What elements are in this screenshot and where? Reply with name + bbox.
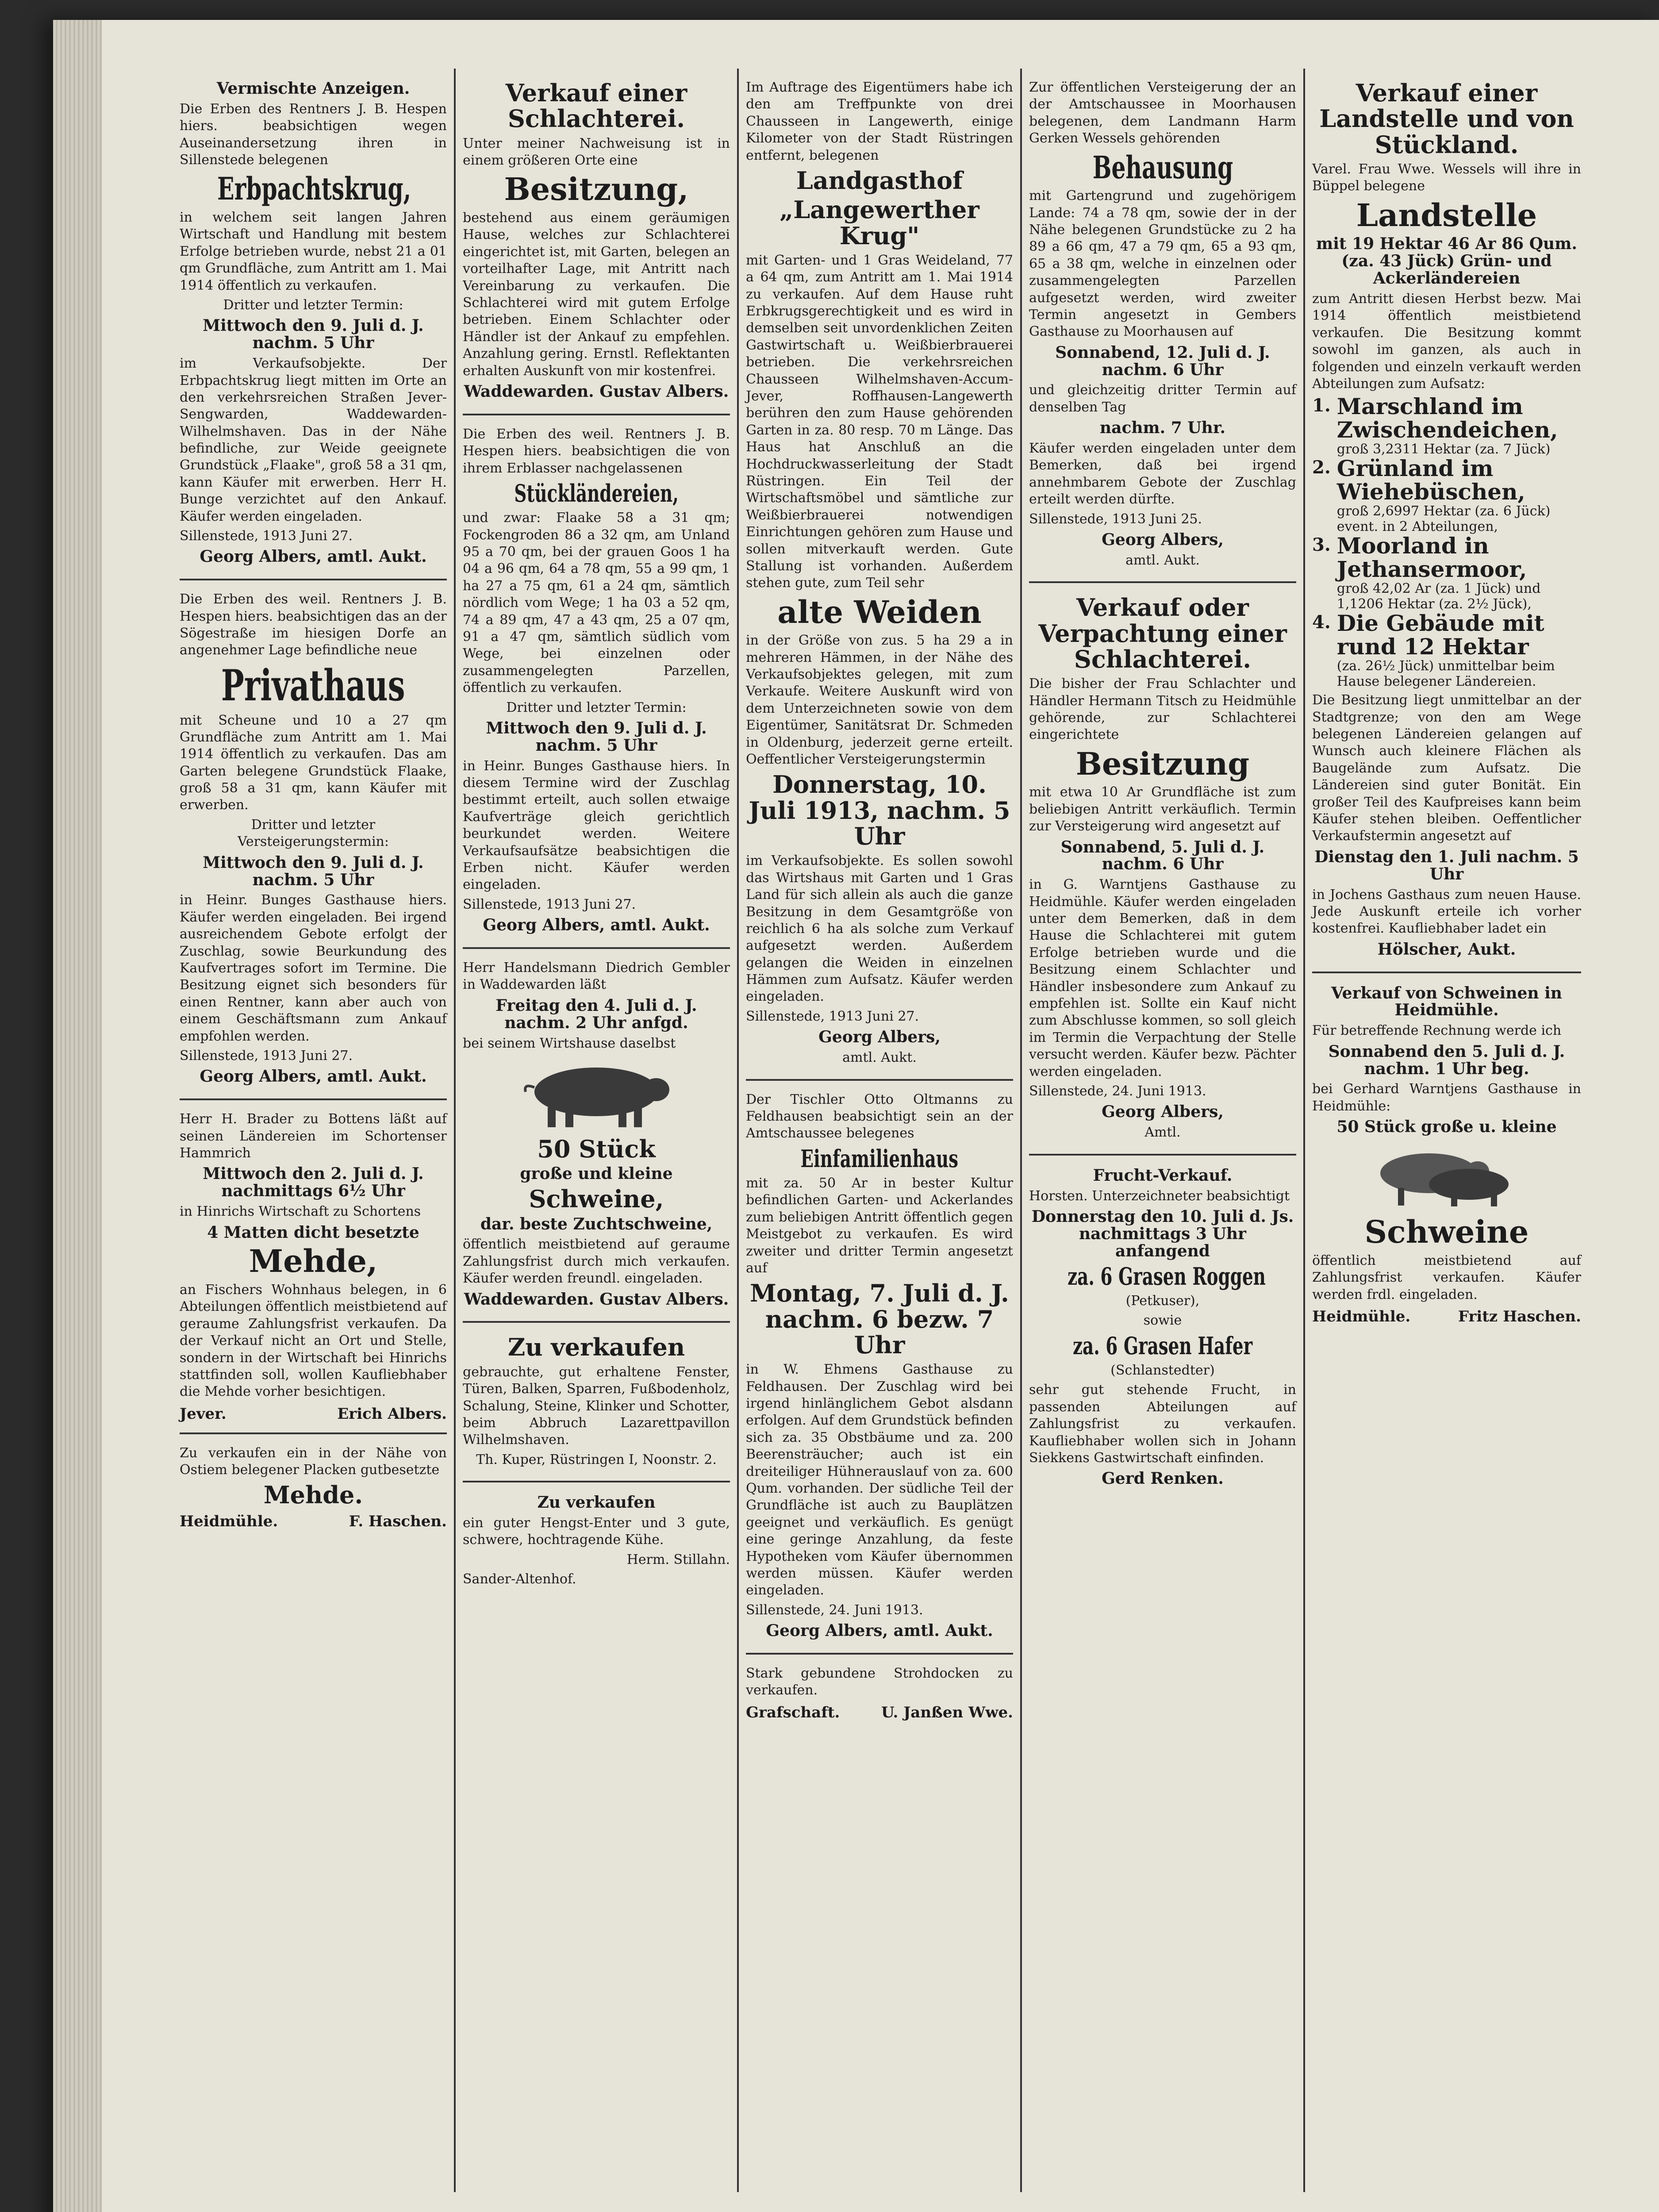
ad-date: Mittwoch den 2. Juli d. J. nachmittags 6½ Uhr [203,1164,424,1201]
ad-body-2: im Verkaufsobjekte. Der Erbpachtskrug liegt mitten im Orte an den verkehrsreichen Straßen Jever-Sengwarden, Waddewarden-Wilhelmshaven. Das in der Nähe befindliche, zur Weide geeignete Grundstück „Flaake", groß 58 a 31 qm, kann Käufer mit erwerben. Herr H. Bunge verzichtet auf den Ankauf. Käufer werden eingeladen. [180,356,447,524]
ad-body-2: in der Größe von zus. 5 ha 29 a in mehreren Hämmen, in der Nähe des Verkaufsobjektes gelegen, mit zum Verkaufe. Weitere Auskunft wird von dem Unterzeichneten sowie von dem Eigentümer, Sanitätsrat Dr. Schmeden in Oldenburg, jederzeit gerne erteilt. Oeffentlicher Versteigerungstermin [746,633,1013,768]
ad-headline: Mehde, [249,1243,378,1280]
ad-place-date: Sillenstede, 24. Juni 1913. [1029,1083,1206,1099]
section-title: Vermischte Anzeigen. [216,79,410,98]
ad-body: mit Garten- und 1 Gras Weideland, 77 a 64 qm, zum Antritt am 1. Mai 1914 zu verkaufen. Auf dem Hause ruht Erbkrugsgerechtigkeit und es wird in demselben seit unvordenklichen Zeiten Gastwirtschaft u. Weißbierbrauerei betrieben. Die verkehrsreichen Chausseen Wilhelmshaven-Accum-Jever, Roffhausen-Langewerth berühren den zum Hause gehörenden Garten in za. 80 resp. 70 m Länge. Das Haus hat Anschluß an die Hochdruckwasserleitung der Stadt Rüstringen. Ein Teil der Wirtschaftsmöbel und sämtliche zur Weißbierbrauerei notwendigen Einrichtungen gehören zum Hause und sollen mitverkauft werden. Gute Stallung ist vorhanden. Außerdem stehen gute, zum Teil sehr [746,252,1013,591]
ad-headline: alte Weiden [777,593,982,630]
ad-headline: Besitzung [1075,745,1250,782]
ad-intro: Die Erben des weil. Rentners J. B. Hespen hiers. beabsichtigen das an der Sögestraße im hiesigen Dorfe an angenehmer Lage befindliche neue [180,591,447,658]
ad-headline: Zu verkaufen [507,1333,685,1362]
ad-intro: Horsten. Unterzeichneter beabsichtigt [1029,1188,1290,1204]
list-item: 3. Moorland in Jethansermoor, groß 42,02 Ar (za. 1 Jück) und 1,1206 Hektar (za. 2½ Jück), [1312,533,1541,612]
ad-signature: Georg Albers, amtl. Aukt. [766,1621,993,1640]
list-item: 4. Die Gebäude mit rund 12 Hektar (za. 26½ Jück) unmittelbar beim Hause belegener Ländereien. [1312,610,1555,690]
ad-signature: Th. Kuper, Rüstringen I, Noonstr. 2. [476,1452,717,1467]
ad-body: bei seinem Wirtshause daselbst [463,1035,676,1051]
ad-signature-2: amtl. Aukt. [1125,552,1200,568]
ad-signature: Georg Albers, [818,1028,941,1047]
ad-body: in Hinrichs Wirtschaft zu Schortens [180,1204,421,1220]
ad-signature: Gerd Renken. [1102,1469,1224,1488]
ad-term-label: Dritter und letzter Termin: [506,699,687,715]
ad-headline-small: 4 Matten dicht besetzte [207,1223,419,1242]
ad-headline-c: Schweine, [529,1185,664,1214]
ad-body: sehr gut stehende Frucht, in passenden Abteilungen auf Zahlungsfrist zu verkaufen. Kaufliebhaber wollen sich in Johann Siekkens Gastwirtschaft einfinden. [1029,1382,1296,1466]
ad-place-date: Sillenstede, 1913 Juni 27. [746,1008,919,1024]
ad-date: Freitag den 4. Juli d. J. nachm. 2 Uhr anfgd. [495,996,697,1032]
ad-frucht-verkauf [1029,1156,1296,1501]
ad-place-date: Sillenstede, 1913 Juni 27. [180,1048,353,1064]
ad-body-2: an Fischers Wohnhaus belegen, in 6 Abteilungen öffentlich meistbietend auf geraume Zahlungsfrist verkaufen. Da der Verkauf nicht an Ort und Stelle, sondern in der Wirtschaft bei Hinrichs stattfinden soll, wollen Kaufliebhaber die Mehde vorher besichtigen. [180,1282,447,1400]
ad-place-date: Sillenstede, 1913 Juni 27. [180,528,353,544]
ad-headline-b: große und kleine [520,1164,673,1183]
ad-body: mit etwa 10 Ar Grundfläche ist zum beliebigen Antritt verkäuflich. Termin zur Versteigerung wird angesetzt auf [1029,784,1296,834]
ad-zu-verkaufen-1 [463,1323,730,1482]
ad-term-label: Dritter und letzter Termin: [223,297,403,313]
ad-headline: Stückländereien, [514,479,679,507]
ad-intro: Die Erben des weil. Rentners J. B. Hespen hiers. beabsichtigen die von ihrem Erblasser nachgelassenen [463,426,730,476]
page-edge [53,20,102,2212]
ad-date: Donnerstag, 10. Juli 1913, nachm. 5 Uhr [749,770,1010,851]
ad-headline: Frucht-Verkauf. [1093,1166,1233,1185]
ad-headline-a: 50 Stück große u. kleine [1336,1118,1557,1137]
ad-body-2: in G. Warntjens Gasthause zu Heidmühle. Käufer werden eingeladen unter dem Bemerken, daß in dem Hause die Schlachterei mit gutem Erfolge betrieben wurde und die Besitzung einem Schlachter und Händler insbesondere zum Ankauf zu empfehlen ist. Sollte ein Kauf nicht zum Abschlusse kommen, so soll gleich im Termin die Verpachtung der Stelle versucht werden. Käufer bezw. Pächter werden eingeladen. [1029,877,1296,1079]
ad-intro: Varel. Frau Wwe. Wessels will ihre in Büppel belegene [1312,161,1581,194]
ad-headline-top: Verkauf einer Landstelle und von Stückland. [1319,79,1574,159]
ad-intro: Herr Handelsmann Diedrich Gembler in Waddewarden läßt [463,960,730,993]
ad-place-date: Sillenstede, 1913 Juni 25. [1029,511,1202,527]
ad-headline: Landstelle [1356,196,1537,234]
ad-body: gebrauchte, gut erhaltene Fenster, Türen, Balken, Sparren, Fußbodenholz, Schalung, Steine, Klinker und Schotter, beim Abbruch Lazarettpavillon Wilhelmshaven. [463,1364,730,1448]
ad-intro: Für betreffende Rechnung werde ich [1312,1023,1562,1039]
ad-signature: Herm. Stillahn. [626,1551,730,1567]
column-1 [173,69,456,2192]
ad-body: mit za. 50 Ar in bester Kultur befindlichen Garten- und Ackerlandes zum beliebigen Antritt öffentlich gegen Meistgebot zu verkaufen. Es wird zweiter und dritter Termin angesetzt auf [746,1175,1013,1276]
ad-erbpachtskrug [180,69,447,580]
ad-headline-top: Verkauf von Schweinen in Heidmühle. [1331,983,1562,1020]
ad-strohdocken [746,1655,1013,1731]
ad-signature: Waddewarden. Gustav Albers. [464,1290,729,1309]
ad-body-2: in Heinr. Bunges Gasthause hiers. In diesem Termine wird der Zuschlag bestimmt erteilt, auch sollen etwaige Kaufverträge gleich gerichtlich beurkundet werden. Weitere Verkaufsaufsätze beabsichtigen die Erben nicht. Käufer werden eingeladen. [463,758,730,893]
column-3 [739,69,1022,2192]
ad-date: Mittwoch den 9. Juli d. J. nachm. 5 Uhr [203,853,424,889]
ad-date: Donnerstag den 10. Juli d. Js. nachmittags 3 Uhr anfangend [1031,1207,1294,1260]
ad-signature: Georg Albers, [1102,530,1224,549]
ad-body: mit Gartengrund und zugehörigem Lande: 74 a 78 qm, sowie der in der Nähe belegenen Grundstücke zu 2 ha 89 a 66 qm, 47 a 79 qm, 65 a 93 qm, 65 a 38 qm, welche in einzelnen oder zusammengelegten Parzellen aufgesetzt werden, wird zweiter Termin angesetzt in Gembers Gasthause zu Moorhausen auf [1029,188,1296,340]
ad-signature: Georg Albers, amtl. Aukt. [200,1067,427,1086]
ad-signature: Georg Albers, amtl. Aukt. [483,916,710,935]
ad-headline: Schweine [1364,1214,1529,1251]
ad-date: Sonnabend, 5. Juli d. J. nachm. 6 Uhr [1060,837,1265,874]
ad-signature: Jever. Erich Albers. [180,1405,447,1423]
ad-date: Mittwoch den 9. Juli d. J. nachm. 5 Uhr [203,316,424,353]
list-item: 1. Marschland im Zwischendeichen, groß 3,2311 Hektar (za. 7 Jück) [1312,393,1558,457]
ad-body-2: öffentlich meistbietend auf Zahlungsfrist verkaufen. Käufer werden frdl. eingeladen. [1312,1252,1581,1302]
ad-mehde-schortens [180,1100,447,1434]
ad-signature: Heidmühle. F. Haschen. [180,1512,447,1530]
ad-item-list [1312,395,1581,689]
ad-landgasthof [746,69,1013,1081]
ad-intro: Die bisher der Frau Schlachter und Händler Hermann Titsch zu Heidmühle gehörende, zur Schlachterei eingerichtete [1029,676,1296,743]
ad-headline: Zu verkaufen [537,1493,656,1512]
ad-signature: Waddewarden. Gustav Albers. [464,382,729,401]
ad-body-3: Käufer werden eingeladen unter dem Bemerken, daß bei irgend annehmbarem Gebote der Zuschlag erteilt werden dürfte. [1029,441,1296,507]
ad-intro: Der Tischler Otto Oltmanns zu Feldhausen beabsichtigt sein an der Amtschaussee belegenes [746,1091,1013,1141]
ad-intro: Zur öffentlichen Versteigerung der an der Amtschaussee in Moorhausen belegenen, dem Landmann Harm Gerken Wessels gehörenden [1029,80,1296,146]
ad-body-3: im Verkaufsobjekte. Es sollen sowohl das Wirtshaus mit Garten und 1 Gras Land für sich allein als auch die ganze Besitzung in dem Gesamtgröße von reichlich 6 ha als solche zum Verkauf aufgesetzt werden. Außerdem gelangen die Weiden in einzelnen Hämmen zum Aufsatz. Käufer werden eingeladen. [746,853,1013,1005]
ad-body-2: und gleichzeitig dritter Termin auf denselben Tag [1029,382,1296,415]
ad-headline: Besitzung, [504,171,689,208]
ad-place-date: Sillenstede, 1913 Juni 27. [463,896,636,912]
ad-intro: Herr H. Brader zu Bottens läßt auf seinen Ländereien im Schortenser Hammrich [180,1111,447,1161]
ad-body: ein guter Hengst-Enter und 3 gute, schwere, hochtragende Kühe. [463,1515,730,1548]
column-4 [1022,69,1305,2192]
ad-headline: Einfamilienhaus [800,1144,959,1173]
ad-body-2: öffentlich meistbietend auf geraume Zahlungsfrist durch mich verkaufen. Käufer werden freundl. eingeladen. [463,1237,730,1286]
ad-headline-sub: mit 19 Hektar 46 Ar 86 Qum. (za. 43 Jück) Grün- und Ackerländereien [1316,234,1577,288]
ad-headline-d: dar. beste Zuchtschweine, [480,1214,713,1233]
ad-intro: Im Auftrage des Eigentümers habe ich den am Treffpunkte von drei Chausseen in Langewerth, einige Kilometer von der Stadt Rüstringen entfernt, belegenen [746,80,1013,163]
ad-signature: Georg Albers, amtl. Aukt. [200,547,427,566]
ad-term-label: Dritter und letzter Versteigerungstermin: [238,817,389,850]
ad-sub-b: (Schlanstedter) [1110,1362,1215,1378]
ad-signature-2: amtl. Aukt. [842,1050,917,1066]
ad-signature-2: Amtl. [1144,1125,1181,1141]
ad-place-date: Sillenstede, 24. Juni 1913. [746,1602,923,1618]
ad-schweine-waddewarden [463,949,730,1323]
ad-einfamilienhaus [746,1081,1013,1655]
ad-schweine-heidmuehle [1312,973,1581,1335]
ad-mehde-heidmuehle [180,1434,447,1540]
ad-headline-b: „Langewerther Krug" [780,196,979,250]
ad-body: und zwar: Flaake 58 a 31 qm; Fockengroden 86 a 32 qm, am Unland 95 a 70 qm, bei der grauen Goos 1 ha 04 a 96 qm, 64 a 78 qm, 55 a 99 qm, 1 ha 27 a 75 qm, 61 a 24 qm, sämtlich nördlich vom Wege; 1 ha 03 a 52 qm, 74 a 89 qm, 47 a 43 qm, 25 a 07 qm, 91 a 47 qm, sämtlich südlich vom Wege, bei einzelnen oder zusammengelegten Parzellen, öffentlich zu verkaufen. [463,510,730,696]
ad-landstelle [1312,69,1581,973]
ad-sub-a: (Petkuser), [1125,1293,1200,1309]
ad-verpachtung-schlachterei [1029,583,1296,1155]
ad-body-2: in W. Ehmens Gasthause zu Feldhausen. Der Zuschlag wird bei irgend hinlänglichem Gebot alsdann erfolgen. Auf dem Grundstück befinden sich za. 35 Obstbäume und za. 200 Beerensträucher; auch ist ein dreiteiliger Hühnerauslauf von za. 600 Qum. vorhanden. Der südliche Teil der Grundfläche ist auch zu Bauplätzen geeignet und verkäuflich. Es genügt eine geringe Anzahlung, da feste Hypotheken vom Käufer übernommen werden müssen. Käufer werden eingeladen. [746,1362,1013,1598]
ad-intro: Zu verkaufen ein in der Nähe von Ostiem belegener Placken gutbesetzte [180,1445,447,1478]
ad-body: bei Gerhard Warntjens Gasthause in Heidmühle: [1312,1081,1581,1114]
ad-date: Montag, 7. Juli d. J. nachm. 6 bezw. 7 Uhr [750,1279,1009,1359]
ad-headline: Erbpachtskrug, [217,170,411,207]
ad-body: mit Scheune und 10 a 27 qm Grundfläche zum Antritt am 1. Mai 1914 öffentlich zu verkaufen. Das am Garten belegene Grundstück Flaake, groß 58 a 31 qm, kann Käufer mit erwerben. [180,712,447,813]
ad-headline: Privathaus [221,660,405,710]
ad-signature: Heidmühle. Fritz Haschen. [1312,1307,1581,1325]
ad-headline-a: Landgasthof [796,166,963,195]
column-2 [456,69,739,2192]
ad-behausung [1029,69,1296,583]
pig-icon [517,1056,676,1132]
ad-body-3: in Jochens Gasthaus zum neuen Hause. Jede Auskunft erteile ich vorher kostenfrei. Kaufliebhaber ladet ein [1312,887,1581,937]
ad-body: zum Antritt diesen Herbst bezw. Mai 1914 öffentlich meistbietend verkaufen. Die Besitzung kommt sowohl im ganzen, als auch in folgenden und einzeln verkauft werden Abteilungen zum Aufsatz: [1312,291,1581,392]
ad-place: Sander-Altenhof. [463,1571,576,1587]
pigs-icon [1363,1140,1531,1211]
ad-stuecklaendereien [463,415,730,949]
ad-headline-a: za. 6 Grasen Roggen [1068,1262,1266,1290]
ad-signature: Grafschaft. U. Janßen Wwe. [746,1703,1013,1721]
ad-date-2: nachm. 7 Uhr. [1099,419,1226,438]
list-item: 2. Grünland im Wiehebüschen, groß 2,6997 Hektar (za. 6 Jück) event. in 2 Abteilungen, [1312,455,1551,535]
ad-date: Dienstag den 1. Juli nachm. 5 Uhr [1314,847,1579,883]
ad-body: Stark gebundene Strohdocken zu verkaufen. [746,1666,1013,1698]
ad-headline: Behausung [1092,149,1233,186]
ad-date: Mittwoch den 9. Juli d. J. nachm. 5 Uhr [486,718,707,755]
ad-headline-b: za. 6 Grasen Hafer [1072,1331,1253,1360]
ad-zu-verkaufen-2 [463,1482,730,1600]
ad-body-2: Die Besitzung liegt unmittelbar an der Stadtgrenze; von den am Wege belegenen Ländereien gelangen auf Wunsch auch kleinere Flächen als Baugelände zum Aufsatz. Die Ländereien sind guter Bonität. Ein großer Teil des Kaufpreises kann beim Käufer stehen bleiben. Oeffentlicher Verkaufstermin angesetzt auf [1312,692,1581,844]
ad-date: Sonnabend den 5. Juli d. J. nachm. 1 Uhr beg. [1328,1042,1565,1078]
ad-headline-top: Verkauf einer Schlachterei. [505,79,687,133]
ad-date: Sonnabend, 12. Juli d. J. nachm. 6 Uhr [1055,343,1270,379]
ad-body: bestehend aus einem geräumigen Hause, welches zur Schlachterei eingerichtet ist, mit Garten, belegen an vorteilhafter Lage, mit Antritt nach Vereinbarung zu verkaufen. Die Schlachterei wird mit gutem Erfolge betrieben. Einem Schlachter oder Händler ist der Ankauf zu empfehlen. Anzahlung gering. Ernstl. Reflektanten erhalten Auskunft von mir kostenfrei. [463,210,730,379]
ad-intro: Die Erben des Rentners J. B. Hespen hiers. beabsichtigen wegen Auseinandersetzung ihren in Sillenstede belegenen [180,101,447,168]
columns [173,69,1659,2192]
ad-headline-a: 50 Stück [537,1135,656,1164]
ad-intro: Unter meiner Nachweisung ist in einem größeren Orte eine [463,135,730,169]
ad-body-2: in Heinr. Bunges Gasthause hiers. Käufer werden eingeladen. Bei irgend ausreichendem Gebote erfolgt der Zuschlag, sowie Beurkundung des Kaufvertrages sofort im Termine. Die Besitzung eignet sich besonders für einen Rentner, kann aber auch von einem Geschäftsmann zum Ankauf empfohlen werden. [180,892,447,1044]
newspaper-page [53,20,1659,2212]
ad-signature: Georg Albers, [1102,1102,1224,1121]
ad-schlachterei [463,69,730,415]
ad-sowie: sowie [1143,1313,1182,1329]
ad-headline: Mehde. [263,1481,363,1509]
ad-body: in welchem seit langen Jahren Wirtschaft und Handlung mit bestem Erfolge betrieben wurde, nebst 21 a 01 qm Grundfläche, zum Antritt am 1. Mai 1914 öffentlich zu verkaufen. [180,210,447,293]
column-5 [1305,69,1588,2192]
ad-headline-top: Verkauf oder Verpachtung einer Schlachterei. [1038,593,1287,673]
ad-signature: Hölscher, Aukt. [1377,940,1516,959]
ad-privathaus [180,580,447,1100]
